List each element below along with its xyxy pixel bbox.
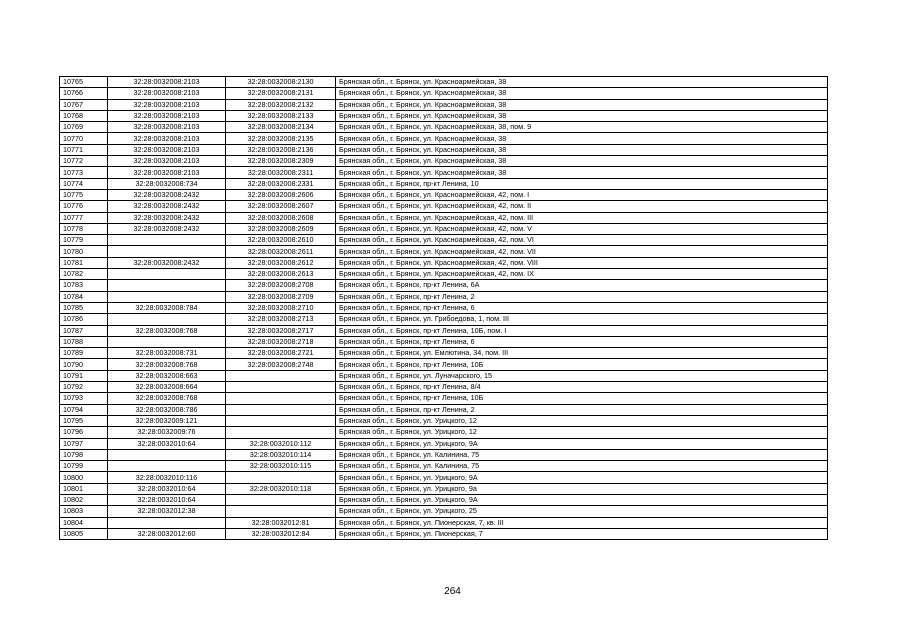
- row-number-cell: 10803: [60, 506, 108, 517]
- row-number-cell: 10779: [60, 235, 108, 246]
- parent-cadastral-number-cell: [108, 235, 226, 246]
- table-row: [60, 291, 828, 302]
- parent-cadastral-number-cell: 32:28:0032008:2103: [108, 122, 226, 133]
- table-row: [60, 314, 828, 325]
- parent-cadastral-number-cell: 32:28:0032008:734: [108, 178, 226, 189]
- parent-cadastral-number-cell: [108, 461, 226, 472]
- cadastral-number-cell: 32:28:0032008:2608: [226, 212, 336, 223]
- address-cell: Брянская обл., г. Брянск, ул. Красноармейская, 38: [336, 77, 828, 88]
- row-number-cell: 10798: [60, 449, 108, 460]
- table-row: [60, 302, 828, 313]
- address-cell: Брянская обл., г. Брянск, ул. Красноармейская, 42, пом. V: [336, 223, 828, 234]
- table-row: [60, 393, 828, 404]
- address-cell: Брянская обл., г. Брянск, ул. Красноармейская, 42, пом. II: [336, 201, 828, 212]
- address-cell: Брянская обл., г. Брянск, ул. Красноармейская, 38: [336, 144, 828, 155]
- cadastral-number-cell: [226, 415, 336, 426]
- table-row: [60, 382, 828, 393]
- address-cell: Брянская обл., г. Брянск, ул. Красноармейская, 42, пом. I: [336, 189, 828, 200]
- table-row: [60, 517, 828, 528]
- parent-cadastral-number-cell: 32:28:0032008:2432: [108, 189, 226, 200]
- row-number-cell: 10793: [60, 393, 108, 404]
- cadastral-number-cell: [226, 382, 336, 393]
- parent-cadastral-number-cell: 32:28:0032008:2103: [108, 110, 226, 121]
- row-number-cell: 10766: [60, 88, 108, 99]
- address-cell: Брянская обл., г. Брянск, пр-кт Ленина, 10: [336, 178, 828, 189]
- table-row: [60, 449, 828, 460]
- table-row: [60, 404, 828, 415]
- row-number-cell: 10800: [60, 472, 108, 483]
- row-number-cell: 10776: [60, 201, 108, 212]
- parent-cadastral-number-cell: [108, 517, 226, 528]
- parent-cadastral-number-cell: 32:28:0032009:76: [108, 427, 226, 438]
- address-cell: Брянская обл., г. Брянск, ул. Красноармейская, 42, пом. VII: [336, 246, 828, 257]
- cadastral-number-cell: 32:28:0032010:118: [226, 483, 336, 494]
- row-number-cell: 10801: [60, 483, 108, 494]
- parent-cadastral-number-cell: [108, 269, 226, 280]
- parent-cadastral-number-cell: [108, 449, 226, 460]
- table-row: [60, 122, 828, 133]
- cadastral-number-cell: 32:28:0032008:2131: [226, 88, 336, 99]
- cadastral-number-cell: 32:28:0032008:2709: [226, 291, 336, 302]
- parent-cadastral-number-cell: 32:28:0032012:38: [108, 506, 226, 517]
- address-cell: Брянская обл., г. Брянск, ул. Красноармейская, 38: [336, 110, 828, 121]
- table-row: [60, 110, 828, 121]
- table-row: [60, 178, 828, 189]
- address-cell: Брянская обл., г. Брянск, пр-кт Ленина, 10Б, пом. I: [336, 325, 828, 336]
- parent-cadastral-number-cell: 32:28:0032008:768: [108, 325, 226, 336]
- cadastral-number-cell: [226, 404, 336, 415]
- table-row: [60, 235, 828, 246]
- row-number-cell: 10796: [60, 427, 108, 438]
- parent-cadastral-number-cell: [108, 291, 226, 302]
- parent-cadastral-number-cell: 32:28:0032008:2103: [108, 133, 226, 144]
- parent-cadastral-number-cell: 32:28:0032008:2432: [108, 212, 226, 223]
- table-row: [60, 348, 828, 359]
- parent-cadastral-number-cell: 32:28:0032012:60: [108, 528, 226, 539]
- row-number-cell: 10771: [60, 144, 108, 155]
- cadastral-number-cell: 32:28:0032008:2134: [226, 122, 336, 133]
- row-number-cell: 10782: [60, 269, 108, 280]
- cadastral-number-cell: 32:28:0032008:2710: [226, 302, 336, 313]
- table-row: [60, 223, 828, 234]
- address-cell: Брянская обл., г. Брянск, ул. Красноармейская, 42, пом. VI: [336, 235, 828, 246]
- row-number-cell: 10799: [60, 461, 108, 472]
- cadastral-number-cell: 32:28:0032008:2133: [226, 110, 336, 121]
- address-cell: Брянская обл., г. Брянск, ул. Урицкого, 9А: [336, 494, 828, 505]
- address-cell: Брянская обл., г. Брянск, ул. Красноармейская, 38: [336, 133, 828, 144]
- cadastral-number-cell: [226, 506, 336, 517]
- row-number-cell: 10789: [60, 348, 108, 359]
- row-number-cell: 10774: [60, 178, 108, 189]
- address-cell: Брянская обл., г. Брянск, ул. Красноармейская, 38: [336, 88, 828, 99]
- address-cell: Брянская обл., г. Брянск, ул. Пионерская, 7: [336, 528, 828, 539]
- row-number-cell: 10791: [60, 370, 108, 381]
- table-row: [60, 336, 828, 347]
- parent-cadastral-number-cell: 32:28:0032008:2432: [108, 201, 226, 212]
- row-number-cell: 10787: [60, 325, 108, 336]
- row-number-cell: 10788: [60, 336, 108, 347]
- address-cell: Брянская обл., г. Брянск, ул. Пионерская, 7, кв. III: [336, 517, 828, 528]
- row-number-cell: 10795: [60, 415, 108, 426]
- cadastral-number-cell: [226, 370, 336, 381]
- address-cell: Брянская обл., г. Брянск, пр-кт Ленина, 8/4: [336, 382, 828, 393]
- table-row: [60, 156, 828, 167]
- parent-cadastral-number-cell: 32:28:0032008:768: [108, 359, 226, 370]
- address-cell: Брянская обл., г. Брянск, пр-кт Ленина, 10Б: [336, 393, 828, 404]
- cadastral-number-cell: 32:28:0032008:2708: [226, 280, 336, 291]
- parent-cadastral-number-cell: 32:28:0032008:664: [108, 382, 226, 393]
- row-number-cell: 10797: [60, 438, 108, 449]
- table-row: [60, 528, 828, 539]
- cadastral-number-cell: [226, 494, 336, 505]
- cadastral-number-cell: 32:28:0032008:2717: [226, 325, 336, 336]
- parent-cadastral-number-cell: 32:28:0032009:121: [108, 415, 226, 426]
- parent-cadastral-number-cell: 32:28:0032010:64: [108, 438, 226, 449]
- parent-cadastral-number-cell: 32:28:0032008:2432: [108, 257, 226, 268]
- cadastral-number-cell: 32:28:0032008:2135: [226, 133, 336, 144]
- cadastral-number-cell: [226, 427, 336, 438]
- address-cell: Брянская обл., г. Брянск, пр-кт Ленина, 6: [336, 302, 828, 313]
- table-row: [60, 427, 828, 438]
- parent-cadastral-number-cell: [108, 280, 226, 291]
- table-row: [60, 461, 828, 472]
- row-number-cell: 10790: [60, 359, 108, 370]
- cadastral-number-cell: 32:28:0032008:2607: [226, 201, 336, 212]
- registry-table-body: [60, 77, 828, 540]
- cadastral-number-cell: 32:28:0032008:2718: [226, 336, 336, 347]
- table-row: [60, 506, 828, 517]
- table-row: [60, 359, 828, 370]
- table-row: [60, 280, 828, 291]
- row-number-cell: 10765: [60, 77, 108, 88]
- address-cell: Брянская обл., г. Брянск, ул. Урицкого, 9А: [336, 472, 828, 483]
- address-cell: Брянская обл., г. Брянск, пр-кт Ленина, 10Б: [336, 359, 828, 370]
- address-cell: Брянская обл., г. Брянск, пр-кт Ленина, 6: [336, 336, 828, 347]
- parent-cadastral-number-cell: 32:28:0032008:731: [108, 348, 226, 359]
- table-row: [60, 257, 828, 268]
- table-row: [60, 133, 828, 144]
- parent-cadastral-number-cell: 32:28:0032008:663: [108, 370, 226, 381]
- table-row: [60, 494, 828, 505]
- address-cell: Брянская обл., г. Брянск, ул. Красноармейская, 38: [336, 156, 828, 167]
- cadastral-number-cell: 32:28:0032008:2309: [226, 156, 336, 167]
- cadastral-number-cell: 32:28:0032012:81: [226, 517, 336, 528]
- row-number-cell: 10773: [60, 167, 108, 178]
- address-cell: Брянская обл., г. Брянск, ул. Урицкого, 12: [336, 427, 828, 438]
- cadastral-number-cell: 32:28:0032008:2132: [226, 99, 336, 110]
- row-number-cell: 10784: [60, 291, 108, 302]
- table-row: [60, 212, 828, 223]
- row-number-cell: 10775: [60, 189, 108, 200]
- parent-cadastral-number-cell: 32:28:0032008:784: [108, 302, 226, 313]
- parent-cadastral-number-cell: 32:28:0032010:64: [108, 483, 226, 494]
- address-cell: Брянская обл., г. Брянск, ул. Луначарского, 15: [336, 370, 828, 381]
- cadastral-number-cell: 32:28:0032010:112: [226, 438, 336, 449]
- row-number-cell: 10785: [60, 302, 108, 313]
- row-number-cell: 10792: [60, 382, 108, 393]
- table-row: [60, 201, 828, 212]
- cadastral-number-cell: 32:28:0032010:114: [226, 449, 336, 460]
- parent-cadastral-number-cell: 32:28:0032008:768: [108, 393, 226, 404]
- address-cell: Брянская обл., г. Брянск, ул. Красноармейская, 42, пом. VIII: [336, 257, 828, 268]
- address-cell: Брянская обл., г. Брянск, ул. Красноармейская, 42, пом. IX: [336, 269, 828, 280]
- table-row: [60, 167, 828, 178]
- row-number-cell: 10781: [60, 257, 108, 268]
- cadastral-number-cell: [226, 472, 336, 483]
- table-row: [60, 438, 828, 449]
- address-cell: Брянская обл., г. Брянск, ул. Грибоедова, 1, пом. III: [336, 314, 828, 325]
- row-number-cell: 10802: [60, 494, 108, 505]
- address-cell: Брянская обл., г. Брянск, пр-кт Ленина, 2: [336, 404, 828, 415]
- table-row: [60, 246, 828, 257]
- row-number-cell: 10804: [60, 517, 108, 528]
- row-number-cell: 10777: [60, 212, 108, 223]
- address-cell: Брянская обл., г. Брянск, пр-кт Ленина, 6А: [336, 280, 828, 291]
- table-row: [60, 483, 828, 494]
- cadastral-number-cell: 32:28:0032008:2331: [226, 178, 336, 189]
- registry-table: [59, 76, 828, 540]
- parent-cadastral-number-cell: 32:28:0032008:786: [108, 404, 226, 415]
- row-number-cell: 10786: [60, 314, 108, 325]
- address-cell: Брянская обл., г. Брянск, ул. Красноармейская, 38: [336, 99, 828, 110]
- row-number-cell: 10783: [60, 280, 108, 291]
- row-number-cell: 10805: [60, 528, 108, 539]
- table-row: [60, 415, 828, 426]
- parent-cadastral-number-cell: 32:28:0032008:2103: [108, 144, 226, 155]
- cadastral-number-cell: 32:28:0032012:84: [226, 528, 336, 539]
- table-row: [60, 472, 828, 483]
- row-number-cell: 10780: [60, 246, 108, 257]
- cadastral-number-cell: 32:28:0032008:2311: [226, 167, 336, 178]
- address-cell: Брянская обл., г. Брянск, ул. Калинина, 75: [336, 449, 828, 460]
- row-number-cell: 10772: [60, 156, 108, 167]
- address-cell: Брянская обл., г. Брянск, ул. Урицкого, 9А: [336, 438, 828, 449]
- row-number-cell: 10769: [60, 122, 108, 133]
- table-row: [60, 99, 828, 110]
- parent-cadastral-number-cell: 32:28:0032008:2103: [108, 167, 226, 178]
- address-cell: Брянская обл., г. Брянск, ул. Емлютина, 34, пом. III: [336, 348, 828, 359]
- row-number-cell: 10794: [60, 404, 108, 415]
- cadastral-number-cell: 32:28:0032008:2748: [226, 359, 336, 370]
- address-cell: Брянская обл., г. Брянск, ул. Красноармейская, 42, пом. III: [336, 212, 828, 223]
- address-cell: Брянская обл., г. Брянск, ул. Урицкого, 12: [336, 415, 828, 426]
- table-row: [60, 77, 828, 88]
- address-cell: Брянская обл., г. Брянск, ул. Красноармейская, 38, пом. 9: [336, 122, 828, 133]
- parent-cadastral-number-cell: 32:28:0032008:2103: [108, 77, 226, 88]
- parent-cadastral-number-cell: 32:28:0032008:2432: [108, 223, 226, 234]
- table-row: [60, 370, 828, 381]
- table-row: [60, 325, 828, 336]
- page-number: 264: [444, 586, 461, 597]
- cadastral-number-cell: 32:28:0032008:2713: [226, 314, 336, 325]
- cadastral-number-cell: 32:28:0032008:2612: [226, 257, 336, 268]
- parent-cadastral-number-cell: 32:28:0032010:116: [108, 472, 226, 483]
- cadastral-number-cell: 32:28:0032010:115: [226, 461, 336, 472]
- cadastral-number-cell: 32:28:0032008:2136: [226, 144, 336, 155]
- cadastral-number-cell: 32:28:0032008:2130: [226, 77, 336, 88]
- parent-cadastral-number-cell: 32:28:0032010:64: [108, 494, 226, 505]
- address-cell: Брянская обл., г. Брянск, ул. Урицкого, 9а: [336, 483, 828, 494]
- row-number-cell: 10767: [60, 99, 108, 110]
- parent-cadastral-number-cell: [108, 314, 226, 325]
- cadastral-number-cell: 32:28:0032008:2613: [226, 269, 336, 280]
- parent-cadastral-number-cell: [108, 336, 226, 347]
- table-row: [60, 88, 828, 99]
- cadastral-number-cell: 32:28:0032008:2611: [226, 246, 336, 257]
- address-cell: Брянская обл., г. Брянск, ул. Урицкого, 25: [336, 506, 828, 517]
- table-row: [60, 189, 828, 200]
- table-row: [60, 269, 828, 280]
- address-cell: Брянская обл., г. Брянск, ул. Красноармейская, 38: [336, 167, 828, 178]
- cadastral-number-cell: 32:28:0032008:2721: [226, 348, 336, 359]
- cadastral-number-cell: [226, 393, 336, 404]
- row-number-cell: 10770: [60, 133, 108, 144]
- cadastral-number-cell: 32:28:0032008:2606: [226, 189, 336, 200]
- address-cell: Брянская обл., г. Брянск, ул. Калинина, 75: [336, 461, 828, 472]
- cadastral-number-cell: 32:28:0032008:2609: [226, 223, 336, 234]
- row-number-cell: 10768: [60, 110, 108, 121]
- parent-cadastral-number-cell: 32:28:0032008:2103: [108, 99, 226, 110]
- parent-cadastral-number-cell: [108, 246, 226, 257]
- parent-cadastral-number-cell: 32:28:0032008:2103: [108, 156, 226, 167]
- address-cell: Брянская обл., г. Брянск, пр-кт Ленина, 2: [336, 291, 828, 302]
- cadastral-number-cell: 32:28:0032008:2610: [226, 235, 336, 246]
- table-row: [60, 144, 828, 155]
- row-number-cell: 10778: [60, 223, 108, 234]
- parent-cadastral-number-cell: 32:28:0032008:2103: [108, 88, 226, 99]
